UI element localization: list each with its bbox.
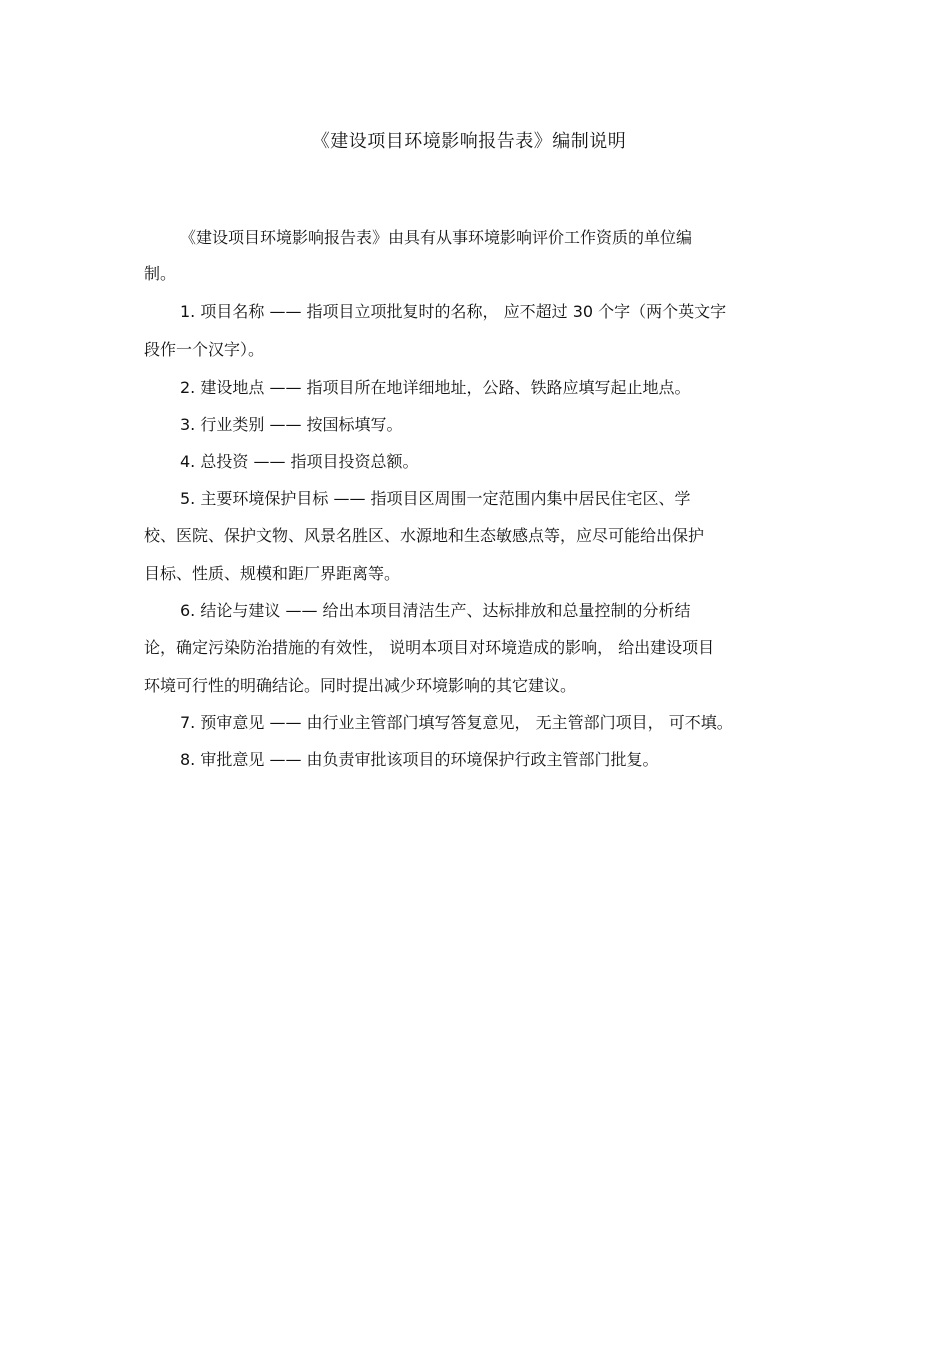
- item-5-line-3: 目标、性质、规模和距厂界距离等。: [144, 564, 401, 583]
- item-6-line-2: 论，确定污染防治措施的有效性， 说明本项目对环境造成的影响， 给出建设项目: [144, 638, 715, 657]
- item-5-line-2: 校、医院、保护文物、风景名胜区、水源地和生态敏感点等，应尽可能给出保护: [144, 526, 705, 545]
- item-1-line-1: 1. 项目名称 —— 指项目立项批复时的名称， 应不超过 30 个字（两个英文字: [180, 302, 727, 321]
- item-4-line-1: 4. 总投资 —— 指项目投资总额。: [180, 452, 419, 471]
- intro-line-2: 制。: [144, 264, 177, 283]
- intro-line-1: 《建设项目环境影响报告表》由具有从事环境影响评价工作资质的单位编: [180, 228, 693, 247]
- item-5-line-1: 5. 主要环境保护目标 —— 指项目区周围一定范围内集中居民住宅区、学: [180, 489, 691, 508]
- item-2-line-1: 2. 建设地点 —— 指项目所在地详细地址，公路、铁路应填写起止地点。: [180, 378, 691, 397]
- item-6-line-1: 6. 结论与建议 —— 给出本项目清洁生产、达标排放和总量控制的分析结: [180, 601, 691, 620]
- item-3-line-1: 3. 行业类别 —— 按国标填写。: [180, 415, 403, 434]
- item-6-line-3: 环境可行性的明确结论。同时提出减少环境影响的其它建议。: [144, 676, 577, 695]
- document-title: 《建设项目环境影响报告表》编制说明: [311, 131, 627, 152]
- item-1-line-2: 段作一个汉字）。: [144, 340, 265, 359]
- item-7-line-1: 7. 预审意见 —— 由行业主管部门填写答复意见， 无主管部门项目， 可不填。: [180, 713, 733, 732]
- item-8-line-1: 8. 审批意见 —— 由负责审批该项目的环境保护行政主管部门批复。: [180, 750, 659, 769]
